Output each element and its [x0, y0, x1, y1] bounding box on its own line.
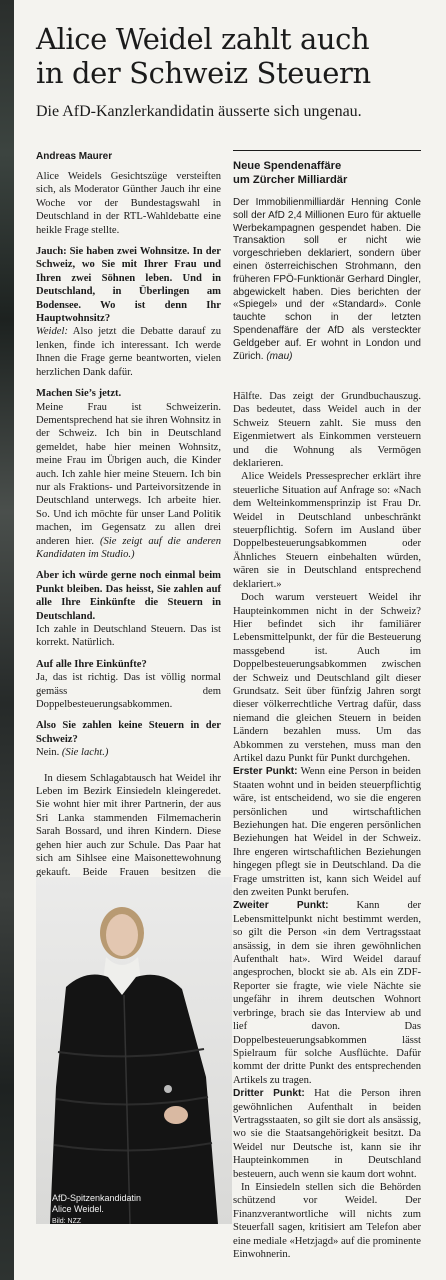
- answer-2-note: (Sie zeigt auf die anderen Kandidaten im Studio.): [36, 535, 222, 560]
- answer-5: [36, 746, 221, 759]
- portrait-photo: [36, 877, 232, 1224]
- point-2-text: Kann der Lebensmittelpunkt nicht bestimmt werden, so gilt die Person «in dem Vertragsstaat ansässig, in dem sie ihren gewöhnlichen Aufenthalt hat». Wird Weidel darauf angesprochen, blockt sie ab. Als ein ZDF-Reporter sie fragte, wie viele Nächte sie ungefähr in ihrem deutschen Wohnort verbringe, brach sie das Interview ab und lief davon. Das Doppelbesteuerungsabkommen lässt Spielraum für solche Ausflüchte. Dafür kommt der dritte Punkt des entsprechenden Artikels zu tragen.: [233, 900, 421, 1086]
- answer-1-text: Also jetzt die Debatte darauf zu lenken, finde ich interessant. Ich werde Ihnen die Frage gerne beantworten, vielen herzlichen Dank dafür.: [36, 326, 221, 378]
- answer-5-note: (Sie lacht.): [61, 747, 109, 759]
- question-5: Also Sie zahlen keine Steuern in der Schweiz?: [36, 720, 221, 745]
- answer-4: Ja, das ist richtig. Das ist völlig normal gemäss dem Doppelbesteuerungsabkommen.: [36, 672, 221, 711]
- answer-2-text: Meine Frau ist Schweizerin. Dementsprechend hat sie ihren Wohnsitz in der Schweiz. Ich bin in Deutschland gemeldet, habe hier meinen Wohnsitz, meine Frau im Übrigen auch, die Kinder auch. Ich zahle hier meine Steuern. Ich bin nur als Fraktions- und Parteivorsitzende in Deutschland unterwegs. Ich arbeite hier. So. Und ich möchte für unser Land Politik machen, im Gegensatz zu allen drei anderen hier.: [36, 401, 221, 547]
- right-paragraph-2: Alice Weidels Pressesprecher erklärt ihre steuerliche Situation auf Anfrage so: «Nach dem Welteinkommensprinzip ist Frau Dr. Weidel in Deutschland unbeschränkt steuerpflichtig. Sofern im Ausland über Doppelbesteuerungsabkommen oder Ähnliches Steuern einbehalten würden, wären sie in Deutschland entsprechend deklariert.»: [233, 471, 421, 590]
- point-1-label: Erster Punkt:: [233, 766, 298, 778]
- point-3: [233, 1087, 421, 1181]
- left-column: [36, 170, 221, 914]
- logo-patch: [164, 1085, 172, 1093]
- answer-1-speaker: Weidel:: [36, 326, 68, 338]
- photo-edge-strip: [0, 0, 14, 1280]
- point-2-label: Zweiter Punkt:: [233, 900, 329, 912]
- newspaper-page: [14, 0, 446, 1280]
- portrait-illustration: [36, 877, 232, 1224]
- answer-1: [36, 325, 221, 379]
- caption-line-2: Alice Weidel.: [52, 1204, 104, 1214]
- sidebar-heading-line-2: um Zürcher Milliardär: [233, 174, 348, 186]
- right-paragraph-last: In Einsiedeln stellen sich die Behörden schützend vor Weidel. Der Finanzverantwortliche will nichts zum Steuerfall sagen, kritisiert am Telefon aber eine mediale «Hetzjagd» auf die prominente Einwohnerin.: [233, 1181, 421, 1260]
- photo-caption: [52, 1193, 141, 1227]
- right-paragraph-3: Doch warum versteuert Weidel ihr Haupteinkommen nicht in der Schweiz? Hier befindet sich ihr familiärer Lebensmittelpunkt, der für die Besteuerung massgebend ist. Auch im Doppelbesteuerungsabkommen zwischen der Schweiz und Deutschland gilt dieser Grundsatz. Seit über fünfzig Jahren sorgt dieser völkerrechtliche Vertrag dafür, dass niemand die gleichen Steuern in beiden Ländern bezahlen muss. Um das Abkommen zu verstehen, muss man den Artikel dazu Punkt für Punkt durchgehen.: [233, 592, 421, 764]
- article-subheadline: Die AfD-Kanzlerkandidatin äusserte sich ungenau.: [36, 103, 362, 120]
- right-paragraph-1: Hälfte. Das zeigt der Grundbuchauszug. Das bedeutet, dass Weidel auch in der Schweiz Steuern zahlt. Sie muss den Eigenmietwert als Einkommen versteuern und die Wohnung als Vermögen deklarieren.: [233, 391, 421, 470]
- sidebar-heading-line-1: Neue Spendenaffäre: [233, 160, 342, 172]
- sidebar-body: Der Immobilienmilliardär Henning Conle soll der AfD 2,4 Millionen Euro für aktuelle Werbekampagnen gespendet haben. Die Transaktion soll er nicht wie vorgeschrieben deklariert, sondern über einen österreichischen Strohmann, den früheren FPÖ-Funktionär Gerhard Dingler, abgewickelt haben. Dies berichten der «Spiegel» und der «Standard». Conle tauchte schon in der letzten Spendenaffäre der AfD als versteckter Geldgeber auf. Er wohnt in London und Zürich.: [233, 197, 421, 362]
- right-column: [233, 390, 421, 1261]
- author-byline: Andreas Maurer: [36, 151, 113, 162]
- face-shape: [106, 914, 138, 956]
- question-1: Jauch: Sie haben zwei Wohnsitze. In der Schweiz, wo Sie mit Ihrer Frau und Ihren zwei Söhnen leben. Und in Deutschland, in Überlingen am Bodensee. Wo ist denn Ihr Hauptwohnsitz?: [36, 246, 221, 325]
- sidebar-box: [233, 150, 421, 363]
- caption-line-1: AfD-Spitzenkandidatin: [52, 1193, 142, 1203]
- answer-3: Ich zahle in Deutschland Steuern. Das ist korrekt. Natürlich.: [36, 624, 221, 649]
- headline-line-2: in der Schweiz Steuern: [36, 56, 371, 90]
- headline-line-1: Alice Weidel zahlt auch: [36, 22, 370, 56]
- photo-credit: Bild: NZZ: [52, 1218, 82, 1225]
- question-3: Aber ich würde gerne noch einmal beim Punkt bleiben. Das heisst, Sie zahlen auf alle Ihre Einkünfte die Steuern in Deutschland.: [36, 570, 221, 622]
- point-1: [233, 765, 421, 899]
- point-2: [233, 899, 421, 1087]
- question-4: Auf alle Ihre Einkünfte?: [36, 658, 147, 670]
- point-3-text: Hat die Person ihren gewöhnlichen Aufenthalt in beiden Vertragsstaaten, so gilt sie dort als ansässig, wo sie die Staatsangehörigkeit besitzt. Da Weidel nur Deutsche ist, kann sie ihr Haupteinkommen in Deutschland besteuern, auch wenn sie kaum dort wohnt.: [233, 1088, 422, 1180]
- answer-5-text: Nein.: [36, 747, 62, 759]
- body-paragraph-1: In diesem Schlagabtausch hat Weidel ihr Leben im Bezirk Einsiedeln kleingeredet. Sie wohnt hier mit ihrer Partnerin, der aus Sri Lanka stammenden Filmemacherin Sarah Bossard, und ihren Kindern. Diese gehen hier auch zur Schule. Das Paar hat sich am Sihlsee eine Maisonettewohnung gekauft. Beide Frauen besitzen die: [36, 772, 221, 878]
- point-1-text: Wenn eine Person in beiden Staaten wohnt und in beiden steuerpflichtig wäre, ist entscheidend, wo sie die engeren persönlichen und wirtschaftlichen Beziehungen hat. Die engeren persönlichen Beziehungen hat Weidel in der Schweiz. Ihre engeren wirtschaftlichen Beziehungen hingegen pflegt sie in Deutschland. Da die Frage umstritten ist, kann sich Weidel auf den zweiten Punkt berufen.: [233, 766, 421, 899]
- sidebar-credit: (mau): [266, 350, 293, 362]
- answer-2: [36, 401, 221, 562]
- intro-paragraph: Alice Weidels Gesichtszüge versteiften sich, als Moderator Günther Jauch ihr eine Woche vor der Bundestagswahl in Deutschland in der RTL-Wahldebatte eine heikle Frage stellte.: [36, 171, 221, 236]
- point-3-label: Dritter Punkt:: [233, 1088, 305, 1100]
- hand-shape: [164, 1106, 188, 1124]
- sidebar-text: [233, 197, 421, 363]
- question-2: Machen Sie’s jetzt.: [36, 388, 122, 400]
- article-headline: [36, 22, 436, 90]
- sidebar-heading: [233, 159, 421, 187]
